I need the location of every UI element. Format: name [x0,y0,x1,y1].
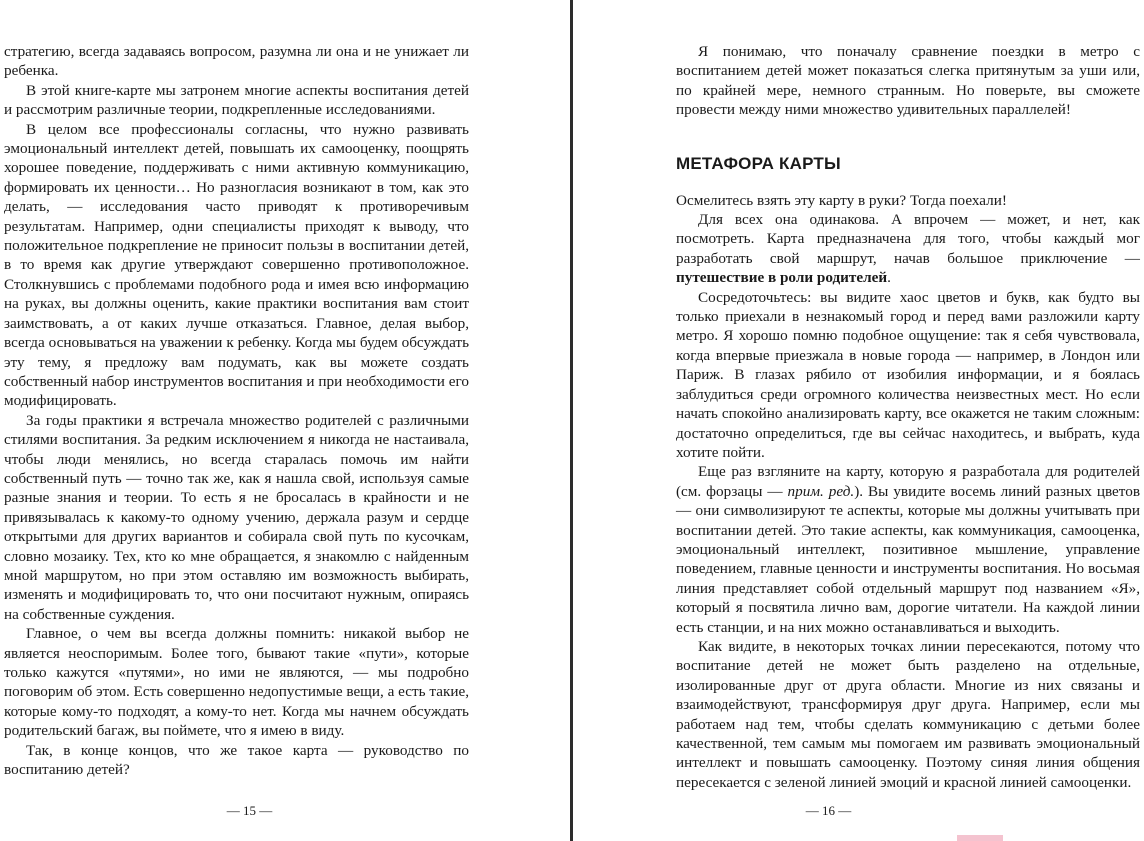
left-paragraph: За годы практики я встречала множество родителей с различными стилями воспитания. За редким исключением я никогда не настаивала, чтобы люди менялись, но всегда старалась помочь им найти собственный путь — точно так же, как я нашла свой, используя самые разные знания и теории. То есть я не бросалась в крайности и не привязывалась к какому-то одному учению, держала разум и сердце открытыми для других вариантов и собирала свой путь по кусочкам, словно мозаику. Тех, кто ко мне обращается, я знакомлю с найденным мной маршрутом, но при этом оставляю им возможность выбирать, изменять и модифицировать то, что они посчитают нужным, опираясь на собственные суждения. [4,411,469,623]
paragraph-text: Еще раз взгляните на карту, которую я разработала для родителей (см. форзацы — [676,463,1140,500]
left-page [0,0,571,841]
intro-paragraph: Я понимаю, что поначалу сравнение поездки в метро с воспитанием детей может показаться слегка притянутым за уши или, по крайней мере, немного странным. Но поверьте, вы сможете провести между ними множество удивительных параллелей! [676,43,1140,119]
paragraph-text: . [887,269,891,287]
corner-mark [957,835,1003,841]
left-paragraph: Так, в конце концов, что же такое карта — руководство по воспитанию детей? [4,741,469,779]
bold-emphasis: путешествие в роли родителей [676,269,888,287]
page-number-text: — 16 — [805,803,852,818]
left-paragraph: В целом все профессионалы согласны, что нужно развивать эмоциональный интеллект детей, повышать их самооценку, поощрять хорошее поведение, поддерживать с ними активную коммуникацию, формировать их ценности… Но разногласия возникают в том, как это делать, — исследования часто приводят к противоречивым результатам. Например, одни специалисты приходят к выводу, что положительное подкрепление не приносит пользы в воспитании детей, в то время как другие утверждают совершенно противоположное. Столкнувшись с проблемами подобного рода и имея всю информацию на руках, вы должны оценить, какие практики воспитания вам стоит заимствовать, а от каких лучше отказаться. Главное, делая выбор, всегда основываться на уважении к ребенку. Когда мы будем обсуждать эту тему, я предложу вам подумать, как вы можете создать собственный набор инструментов воспитания и при необходимости его модифицировать. [4,120,469,410]
right-page [573,0,1144,841]
section-heading: МЕТАФОРА КАРТЫ [676,153,841,173]
paragraph-lead: Осмелитесь взять эту карту в руки? Тогда поехали! [676,191,1007,209]
paragraph-lines [676,462,1140,637]
left-paragraph: Главное, о чем вы всегда должны помнить: никакой выбор не является неоспоримым. Более того, бывают такие «пути», которые только кажутся «путями», но ими не являются, — мы подробно поговорим об этом. Есть совершенно недопустимые вещи, а есть такие, которые кому-то подходят, а кому-то нет. Когда мы начнем обсуждать родительский багаж, вы поймете, что я имею в виду. [4,625,469,740]
paragraph-focus: Сосредоточьтесь: вы видите хаос цветов и букв, как будто вы только приехали в незнакомый город и перед вами разложили карту метро. Я хорошо помню подобное ощущение: так я себя чувствовала, когда впервые приезжала в новые города — например, в Лондон или Париж. В глазах рябило от изобилия информации, и я боялась заблудиться среди огромного количества неизвестных мест. Но если начать спокойно анализировать карту, все окажется не таким сложным: достаточно определиться, где вы сейчас находитесь, и выбрать, куда хотите пойти. [676,288,1140,461]
left-page-text [4,42,469,779]
paragraph-intersections: Как видите, в некоторых точках линии пересекаются, потому что воспитание детей не может быть разделено на отдельные, изолированные друг от друга области. Многие из них связаны и взаимодействуют, трансформируя друг друга. Например, если мы работаем над тем, чтобы сделать коммуникацию с детьми более качественной, тем самым мы помогаем им развивать эмоциональный интеллект и повышать самооценку. Поэтому синяя линия общения пересекается с зеленой линией эмоций и красной линией самооценки. [676,637,1140,791]
page-number-left: — 15 — [226,803,273,818]
left-paragraph: стратегию, всегда задаваясь вопросом, разумна ли она и не унижает ли ребенка. [4,43,469,80]
paragraph-map-description [676,210,1140,288]
paragraph-text: Для всех она одинакова. А впрочем — может, и нет, как посмотреть. Карта предназначена для того, чтобы каждый мог разработать свой маршрут, начав большое приключение — [676,211,1140,267]
italic-note: прим. ред. [787,482,855,500]
left-paragraph: В этой книге-карте мы затронем многие аспекты воспитания детей и рассмотрим различные теории, подкрепленные исследованиями. [4,81,469,119]
paragraph-text: ). Вы увидите восемь линий разных цветов — они символизируют те аспекты, которые мы должны учитывать при воспитании детей. Это такие аспекты, как коммуникация, самооценка, эмоциональный интеллект, позитивное мышление, управление поведением, главные ценности и инструменты воспитания. Но восьмая линия представляет собой отдельный маршрут под названием «Я», который я посвятила лично вам, дорогие читатели. На каждой линии есть станции, и на них можно останавливаться и выходить. [676,482,1140,636]
page-number-right [575,803,1144,819]
